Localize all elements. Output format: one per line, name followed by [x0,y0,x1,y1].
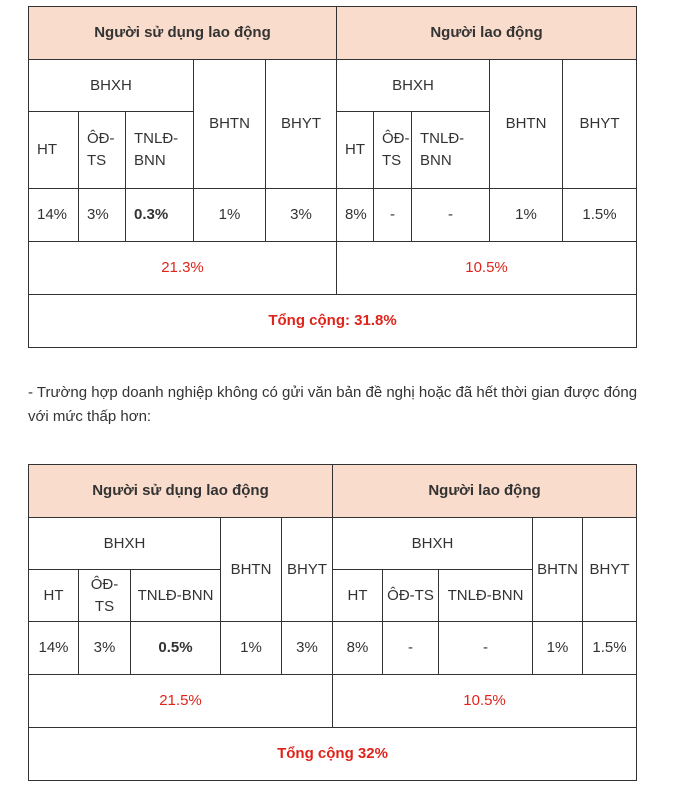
employer-bhyt-header: BHYT [282,518,333,622]
employee-bhyt-value: 1.5% [583,622,637,675]
employee-ht-header: HT [337,112,374,189]
employee-tnld-header: TNLĐ-BNN [412,112,490,189]
employee-bhtn-value: 1% [533,622,583,675]
employee-bhyt-header: BHYT [563,60,637,189]
employee-bhxh-header: BHXH [337,60,490,112]
employee-header: Người lao động [333,465,637,518]
employer-tnld-value: 0.5% [131,622,221,675]
employer-bhyt-value: 3% [266,189,337,242]
employee-bhyt-value: 1.5% [563,189,637,242]
employer-header: Người sử dụng lao động [29,465,333,518]
employer-bhtn-value: 1% [221,622,282,675]
employer-bhxh-header: BHXH [29,60,194,112]
employee-bhyt-header: BHYT [583,518,637,622]
employer-tnld-header: TNLĐ-BNN [131,570,221,622]
employer-odts-value: 3% [79,189,126,242]
employee-sum: 10.5% [337,242,637,295]
employee-bhxh-header: BHXH [333,518,533,570]
employer-bhtn-header: BHTN [194,60,266,189]
employee-tnld-header: TNLĐ-BNN [439,570,533,622]
employee-ht-value: 8% [337,189,374,242]
employee-ht-value: 8% [333,622,383,675]
employer-odts-header: ÔĐ-TS [79,112,126,189]
employer-header: Người sử dụng lao động [29,7,337,60]
employee-bhtn-header: BHTN [490,60,563,189]
employer-ht-header: HT [29,570,79,622]
grand-total: Tổng cộng 32% [29,728,637,781]
insurance-rate-table-1 [28,6,637,348]
employer-odts-header: ÔĐ-TS [79,570,131,622]
employee-tnld-value: - [412,189,490,242]
employer-bhtn-value: 1% [194,189,266,242]
employer-tnld-value: 0.3% [126,189,194,242]
employer-odts-value: 3% [79,622,131,675]
employer-ht-value: 14% [29,189,79,242]
employer-sum: 21.5% [29,675,333,728]
employee-odts-header: ÔĐ-TS [374,112,412,189]
employer-sum: 21.3% [29,242,337,295]
employer-ht-header: HT [29,112,79,189]
employer-bhyt-header: BHYT [266,60,337,189]
employee-tnld-value: - [439,622,533,675]
grand-total: Tổng cộng: 31.8% [29,295,637,348]
employee-ht-header: HT [333,570,383,622]
employer-bhtn-header: BHTN [221,518,282,622]
employer-bhyt-value: 3% [282,622,333,675]
employee-bhtn-value: 1% [490,189,563,242]
employee-header: Người lao động [337,7,637,60]
employee-odts-header: ÔĐ-TS [383,570,439,622]
employer-tnld-header: TNLĐ-BNN [126,112,194,189]
employee-odts-value: - [374,189,412,242]
employer-ht-value: 14% [29,622,79,675]
insurance-rate-table-2 [28,464,637,781]
note-paragraph: - Trường hợp doanh nghiệp không có gửi văn bản đề nghị hoặc đã hết thời gian được đóng với mức thấp hơn: [28,384,638,425]
employee-bhtn-header: BHTN [533,518,583,622]
employer-bhxh-header: BHXH [29,518,221,570]
employee-sum: 10.5% [333,675,637,728]
employee-odts-value: - [383,622,439,675]
